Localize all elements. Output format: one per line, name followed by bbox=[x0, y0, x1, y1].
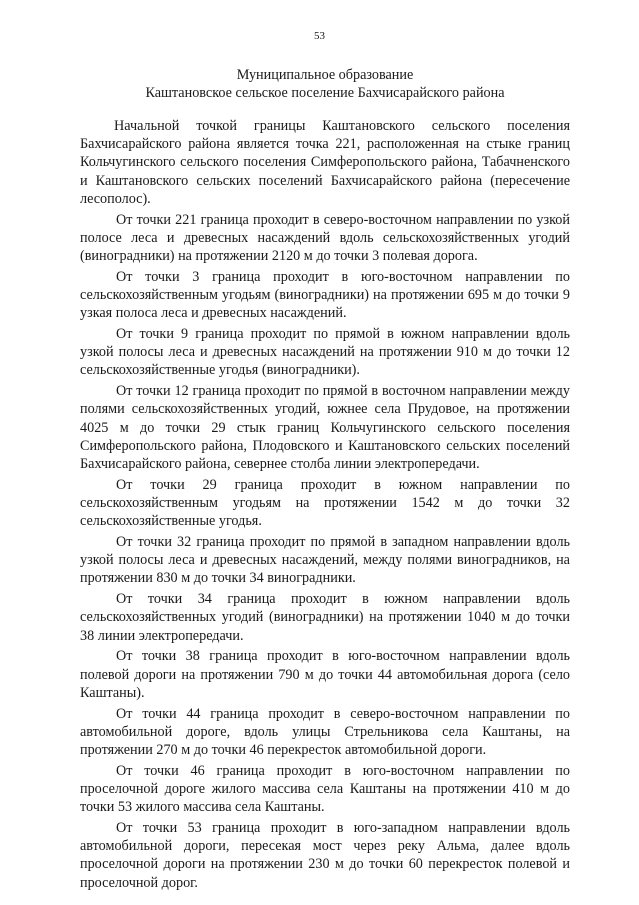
paragraph: От точки 53 граница проходит в юго-западном направлении вдоль автомобильной дороги, пересекая мост через реку Альма, далее вдоль проселочной дороги на протяжении 230 м до точки 60 перекресток полевой и проселочной дорог. bbox=[80, 820, 570, 891]
page-number: 53 bbox=[314, 30, 325, 42]
heading-line-1: Муниципальное образование bbox=[236, 67, 414, 83]
paragraph: От точки 29 граница проходит в южном направлении по сельскохозяйственным угодьям на протяжении 1542 м до точки 32 сельскохозяйственные угодья. bbox=[80, 476, 570, 530]
paragraph: От точки 12 граница проходит по прямой в восточном направлении между полями сельскохозяйственных угодий, южнее села Прудовое, на протяжении 4025 м до точки 29 стык границ Кольчугинского сельского поселения Симферопольского района, Плодовского и Каштановского сельских поселений Бахчисарайского района, севернее столба линии электропередачи. bbox=[80, 383, 570, 473]
paragraph: От точки 3 граница проходит в юго-восточном направлении по сельскохозяйственным угодьям (виноградники) на протяжении 695 м до точки 9 узкая полоса леса и древесных насаждений. bbox=[80, 268, 570, 322]
paragraph: От точки 32 граница проходит по прямой в западном направлении вдоль узкой полосы леса и древесных насаждений, между полями виноградников, на протяжении 830 м до точки 34 виноградники. bbox=[80, 534, 570, 587]
heading-line-2: Каштановское сельское поселение Бахчисарайского района bbox=[145, 85, 505, 101]
paragraph: От точки 34 граница проходит в южном направлении вдоль сельскохозяйственных угодий (виноградники) на протяжении 1040 м до точки 38 линии электропередачи. bbox=[80, 591, 570, 644]
paragraph: От точки 9 граница проходит по прямой в южном направлении вдоль узкой полосы леса и древесных насаждений на протяжении 910 м до точки 12 сельскохозяйственные угодья (виноградники). bbox=[80, 326, 570, 379]
paragraph: От точки 221 граница проходит в северо-восточном направлении по узкой полосе леса и древесных насаждений вдоль сельскохозяйственных угодий (виноградники) на протяжении 2120 м до точки 3 полевая дорога. bbox=[80, 211, 570, 265]
document-body bbox=[80, 117, 570, 894]
paragraph: Начальной точкой границы Каштановского сельского поселения Бахчисарайского района является точка 221, расположенная на стыке границ Кольчугинского сельского поселения Симферопольского района, Табачненского и Каштановского сельских поселений Бахчисарайского района (пересечение лесополос). bbox=[80, 118, 570, 207]
paragraph: От точки 38 граница проходит в юго-восточном направлении вдоль полевой дороги на протяжении 790 м до точки 44 автомобильная дорога (село Каштаны). bbox=[80, 648, 570, 701]
document-heading bbox=[80, 66, 570, 102]
paragraph: От точки 46 граница проходит в юго-восточном направлении по проселочной дороге жилого массива села Каштаны на протяжении 410 м до точки 53 жилого массива села Каштаны. bbox=[80, 762, 570, 816]
paragraph: От точки 44 граница проходит в северо-восточном направлении по автомобильной дороге, вдоль улицы Стрельникова села Каштаны, на протяжении 270 м до точки 46 перекресток автомобильной дороги. bbox=[80, 705, 570, 759]
